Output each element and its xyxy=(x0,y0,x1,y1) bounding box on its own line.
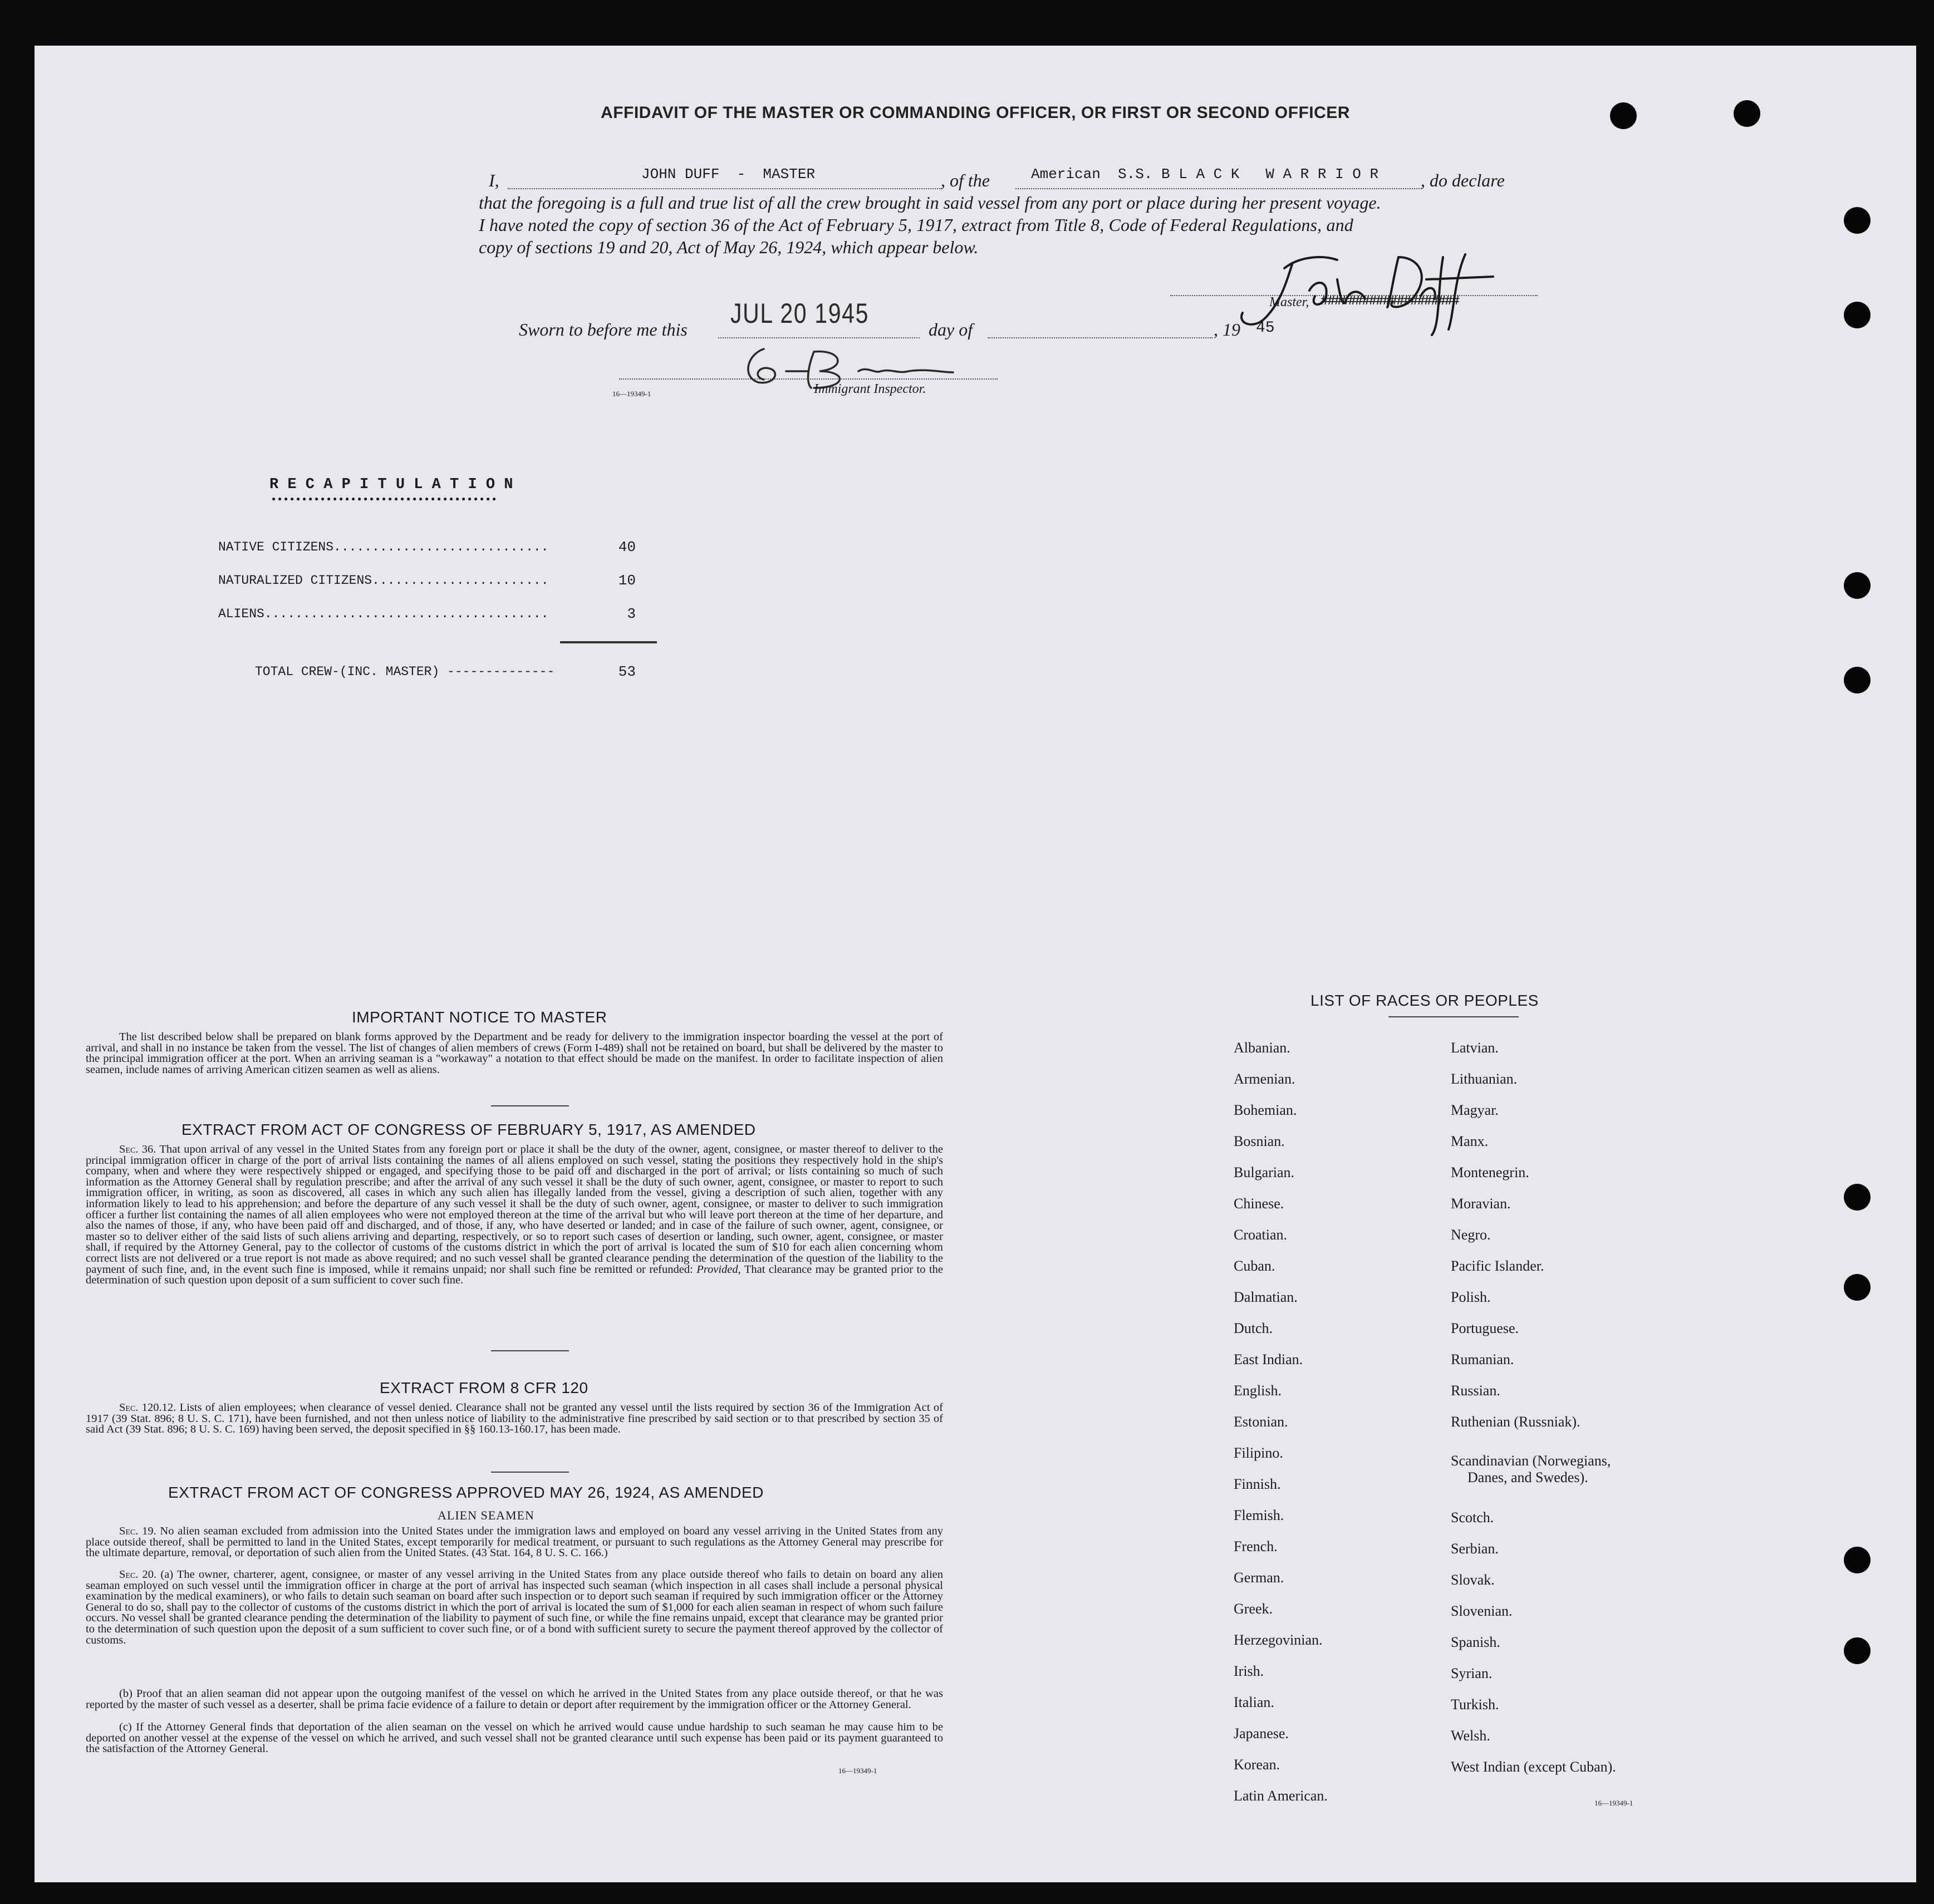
race-rumanian: Rumanian. xyxy=(1451,1351,1514,1367)
punch-hole xyxy=(1844,302,1871,328)
race-west-indian: West Indian (except Cuban). xyxy=(1451,1759,1616,1775)
sec-19-text: No alien seaman excluded from admission into the United States under the immigration laws and employed on board any vessel arriving in the United States from any place outside thereof, shall be permitted to land in the United States, except temporarily for medical treatment, or pursuant to such regulations as the Attorney General may prescribe for the ultimate departure, removal, or deportation of such alien from the United States. (43 Stat. 164, 8 U. S. C. 166.) xyxy=(86,1525,944,1559)
race-negro: Negro. xyxy=(1451,1227,1491,1243)
affidavit-form-number: 16—19349-1 xyxy=(612,390,651,398)
master-label: Master, xyxy=(1269,295,1309,309)
race-finnish: Finnish. xyxy=(1234,1476,1281,1492)
punch-hole xyxy=(1844,1274,1871,1301)
race-latvian: Latvian. xyxy=(1451,1040,1499,1056)
race-chinese: Chinese. xyxy=(1234,1195,1284,1212)
extract-form-number: 16—19349-1 xyxy=(838,1767,877,1775)
race-albanian: Albanian. xyxy=(1234,1040,1290,1056)
recap-total-value: 53 xyxy=(618,663,636,680)
race-scotch: Scotch. xyxy=(1451,1509,1494,1526)
recap-aliens-value: 3 xyxy=(627,606,636,622)
section-divider xyxy=(491,1350,569,1351)
extract-cfr-body xyxy=(86,1403,943,1435)
master-name-field: JOHN DUFF - MASTER xyxy=(641,166,816,183)
recap-total-label: TOTAL CREW-(INC. MASTER) -------------- xyxy=(255,665,555,679)
document-page xyxy=(35,46,1916,1882)
alien-seamen-subtitle: ALIEN SEAMEN xyxy=(438,1508,534,1522)
race-flemish: Flemish. xyxy=(1234,1507,1284,1523)
recap-naturalized-value: 10 xyxy=(618,572,636,589)
race-irish: Irish. xyxy=(1234,1663,1264,1679)
race-korean: Korean. xyxy=(1234,1757,1280,1773)
race-polish: Polish. xyxy=(1451,1289,1491,1305)
struck-title: #################### xyxy=(1321,294,1459,309)
race-filipino: Filipino. xyxy=(1234,1445,1283,1461)
do-declare-label: , do declare xyxy=(1421,170,1505,190)
races-title: LIST OF RACES OR PEOPLES xyxy=(1310,992,1539,1009)
extract-1924-title: EXTRACT FROM ACT OF CONGRESS APPROVED MAY 26, 1924, AS AMENDED xyxy=(168,1484,764,1501)
race-portuguese: Portuguese. xyxy=(1451,1320,1519,1336)
recap-native-label: NATIVE CITIZENS............................ xyxy=(218,540,549,554)
race-manx: Manx. xyxy=(1451,1133,1489,1149)
race-welsh: Welsh. xyxy=(1451,1728,1490,1744)
sec-20c-body: (c) If the Attorney General finds that deportation of the alien seaman on the vessel on which he arrived would cause undue hardship to such seaman he may cause him to be deported on another vessel at the expense of the vessel on which he arrived, and such vessel shall not be granted clearance until such expense has been paid or its payment guaranteed to the satisfaction of the Attorney General. xyxy=(86,1721,943,1755)
race-bosnian: Bosnian. xyxy=(1234,1133,1285,1149)
sec-36-text: That upon arrival of any vessel in the United States from any foreign port or place it shall be the duty of the owner, agent, consignee, or master thereof to deliver to the principal immigration officer in charge of the port of arrival lists containing the names of all aliens employed on such vessel, stating the positions they respectively hold in the ship's company, when and where they were respectively shipped or engaged, and specifying those to be paid off and discharged in the port of arrival; or lists containing so much of such information as the Attorney General shall by regulation prescribe; and after the arrival of any such vessel it shall be the duty of such owner, agent, consignee, or master to report to such immigration officer, in writing, as soon as discovered, all cases in which any such alien has illegally landed from the vessel, giving a description of such alien, together with any information likely to lead to his apprehension; and before the departure of any such vessel it shall be the duty of such owner, agent, consignee, or master to deliver to such immigration officer a further list containing the names of all alien employees who were not employed thereon at the time of the arrival but who will leave port thereon at the time of her departure, and also the names of those, if any, who have been paid off and discharged, and of those, if any, who have deserted or landed; and in case of the failure of such owner, agent, consignee, or master so to deliver either of the said lists of such aliens arriving and departing, respectively, or so to report such cases of desertion or landing, such owner, agent, consignee, or master shall, if required by the Attorney General, pay to the collector of customs of the customs district in which the port of arrival is located the sum of $10 for each alien concerning whom correct lists are not delivered or a true report is not made as above required; and no such vessel shall be granted clearance pending the determination of the question of the liability to the payment of such fine, and, in the event such fine is imposed, while it remains unpaid; nor shall such fine be remitted or refunded: xyxy=(86,1143,943,1276)
race-scandinavian-cont: Danes, and Swedes). xyxy=(1467,1469,1588,1485)
date-stamp: JUL 20 1945 xyxy=(730,298,870,329)
sec-19-body xyxy=(86,1526,943,1559)
race-ruthenian: Ruthenian (Russniak). xyxy=(1451,1414,1580,1430)
races-form-number: 16—19349-1 xyxy=(1594,1799,1633,1807)
race-french: French. xyxy=(1234,1538,1278,1554)
sec-120-label: Sec. 120.12. xyxy=(119,1401,176,1414)
punch-hole xyxy=(1844,572,1871,599)
punch-hole xyxy=(1844,207,1871,234)
declaration-line-4: copy of sections 19 and 20, Act of May 26, 1924, which appear below. xyxy=(479,237,979,257)
race-slovenian: Slovenian. xyxy=(1451,1603,1513,1619)
day-of-label: day of xyxy=(929,319,973,340)
extract-cfr-title: EXTRACT FROM 8 CFR 120 xyxy=(380,1379,588,1396)
extract-1917-title: EXTRACT FROM ACT OF CONGRESS OF FEBRUARY 5, 1917, AS AMENDED xyxy=(181,1121,756,1138)
punch-hole xyxy=(1844,1547,1871,1573)
race-italian: Italian. xyxy=(1234,1694,1274,1710)
race-greek: Greek. xyxy=(1234,1601,1273,1617)
sec-20-label: Sec. 20. xyxy=(119,1568,157,1581)
race-bulgarian: Bulgarian. xyxy=(1234,1164,1295,1180)
recap-title: R E C A P I T U L A T I O N xyxy=(269,476,513,493)
recap-title-underline: ●●●●●●●●●●●●●●●●●●●●●●●●●●●●●●●●●●●●● xyxy=(272,495,499,503)
race-latin-american: Latin American. xyxy=(1234,1788,1328,1804)
race-cuban: Cuban. xyxy=(1234,1258,1275,1274)
race-armenian: Armenian. xyxy=(1234,1071,1295,1087)
race-scandinavian: Scandinavian (Norwegians, xyxy=(1451,1453,1611,1469)
proviso-word: Provided, xyxy=(696,1263,741,1276)
recap-naturalized-label: NATURALIZED CITIZENS....................... xyxy=(218,573,549,588)
sworn-label: Sworn to before me this xyxy=(519,319,688,340)
sec-20a-body xyxy=(86,1570,943,1646)
name-line xyxy=(508,188,942,189)
proviso-text: That clearance may be granted prior to the determination of such question upon deposit of a sum sufficient to cover such fine. xyxy=(86,1263,943,1287)
races-title-underline xyxy=(1388,1016,1519,1017)
race-magyar: Magyar. xyxy=(1451,1102,1499,1118)
recap-sum-rule xyxy=(560,641,657,643)
race-pacific-islander: Pacific Islander. xyxy=(1451,1258,1544,1274)
affidavit-title: AFFIDAVIT OF THE MASTER OR COMMANDING OFFICER, OR FIRST OR SECOND OFFICER xyxy=(601,104,1350,122)
sworn-month-line xyxy=(988,337,1213,338)
race-croatian: Croatian. xyxy=(1234,1227,1288,1243)
vessel-name-field: American S.S. B L A C K W A R R I O R xyxy=(1031,166,1379,183)
race-lithuanian: Lithuanian. xyxy=(1451,1071,1518,1087)
section-divider xyxy=(491,1105,569,1106)
race-slovak: Slovak. xyxy=(1451,1572,1495,1588)
race-dalmatian: Dalmatian. xyxy=(1234,1289,1298,1305)
race-bohemian: Bohemian. xyxy=(1234,1102,1297,1118)
race-german: German. xyxy=(1234,1570,1284,1586)
recap-aliens-label: ALIENS..................................... xyxy=(218,607,549,621)
race-serbian: Serbian. xyxy=(1451,1541,1499,1557)
race-montenegrin: Montenegrin. xyxy=(1451,1164,1529,1180)
recap-native-value: 40 xyxy=(618,539,636,555)
year-prefix: , 19 xyxy=(1214,319,1240,340)
race-turkish: Turkish. xyxy=(1451,1696,1499,1713)
race-estonian: Estonian. xyxy=(1234,1414,1288,1430)
punch-hole xyxy=(1844,1184,1871,1211)
race-syrian: Syrian. xyxy=(1451,1665,1493,1681)
race-spanish: Spanish. xyxy=(1451,1634,1500,1650)
notice-body: The list described below shall be prepared on blank forms approved by the Department and be ready for delivery to the immigration inspector boarding the vessel at the port of arrival, and shall in no instance be taken from the vessel. The list of changes of alien members of crews (Form I-489) shall not be retained on board, but shall be delivered by the master to the principal immigration officer at the port. When an arriving seaman is a "workaway" a notation to that effect should be made on the manifest. In order to facilitate inspection of alien seamen, include names of arriving American citizen seamen as well as aliens. xyxy=(86,1031,943,1076)
race-russian: Russian. xyxy=(1451,1383,1500,1399)
sec-36-label: Sec. 36. xyxy=(119,1143,156,1155)
race-english: English. xyxy=(1234,1383,1282,1399)
year-field: 45 xyxy=(1256,319,1275,337)
sec-20b-body: (b) Proof that an alien seaman did not appear upon the outgoing manifest of the vessel on which he arrived in the United States from any place outside thereof, or that he was reported by the master of such vessel as a deserter, shall be prima facie evidence of a failure to detain or deport after requirement by the immigration officer or the Attorney General. xyxy=(86,1687,943,1711)
race-japanese: Japanese. xyxy=(1234,1725,1289,1741)
section-divider xyxy=(491,1472,569,1473)
race-moravian: Moravian. xyxy=(1451,1195,1511,1212)
extract-1917-body xyxy=(86,1144,943,1286)
race-dutch: Dutch. xyxy=(1234,1320,1273,1336)
declaration-i-label: I, xyxy=(489,170,499,190)
punch-hole xyxy=(1844,667,1871,693)
race-herzegovinian: Herzegovinian. xyxy=(1234,1632,1323,1648)
vessel-line xyxy=(1015,188,1422,189)
sec-20a-text: (a) The owner, charterer, agent, consignee, or master of any vessel arriving in the United States from any place outside thereof who fails to detain on board any alien seaman employed on such vessel until the immigration officer in charge at the port of arrival has inspected such seaman (which inspection in all cases shall include a personal physical examination by the medical examiners), or who fails to detain such seaman on board after such inspection or to deport such seaman if required by such immigration officer or the Attorney General to do so, shall pay to the collector of customs of the customs district in which the port of arrival is located the sum of $1,000 for each alien seaman in respect of whom such failure occurs. No vessel shall be granted clearance pending the determination of the liability to payment of such fine, or while the fine remains unpaid, except that clearance may be granted prior to the determination of such question upon the deposit of a sum sufficient to cover such fine, or of a bond with sufficient surety to secure the payment thereof approved by the collector of customs. xyxy=(86,1568,944,1646)
inspector-label: Immigrant Inspector. xyxy=(814,382,926,396)
punch-hole xyxy=(1844,1637,1871,1664)
race-east-indian: East Indian. xyxy=(1234,1351,1303,1367)
declaration-line-2: that the foregoing is a full and true list of all the crew brought in said vessel from any port or place during her present voyage. xyxy=(479,193,1381,213)
sec-19-label: Sec. 19. xyxy=(119,1525,156,1537)
of-the-label: , of the xyxy=(941,170,990,190)
sec-120-text: Lists of alien employees; when clearance of vessel denied. Clearance shall not be granted any vessel until the lists required by section 36 of the Immigration Act of 1917 (39 Stat. 896; 8 U. S. C. 171), have been furnished, and not then unless notice of liability to the administrative fine prescribed by said section or to that prescribed by section 35 of said Act (39 Stat. 896; 8 U. S. C. 169) having been served, the deposit specified in §§ 160.13-160.17, has been made. xyxy=(86,1401,944,1436)
notice-title: IMPORTANT NOTICE TO MASTER xyxy=(352,1008,607,1026)
declaration-line-3: I have noted the copy of section 36 of the Act of February 5, 1917, extract from Title 8, Code of Federal Regulations, and xyxy=(479,215,1353,235)
